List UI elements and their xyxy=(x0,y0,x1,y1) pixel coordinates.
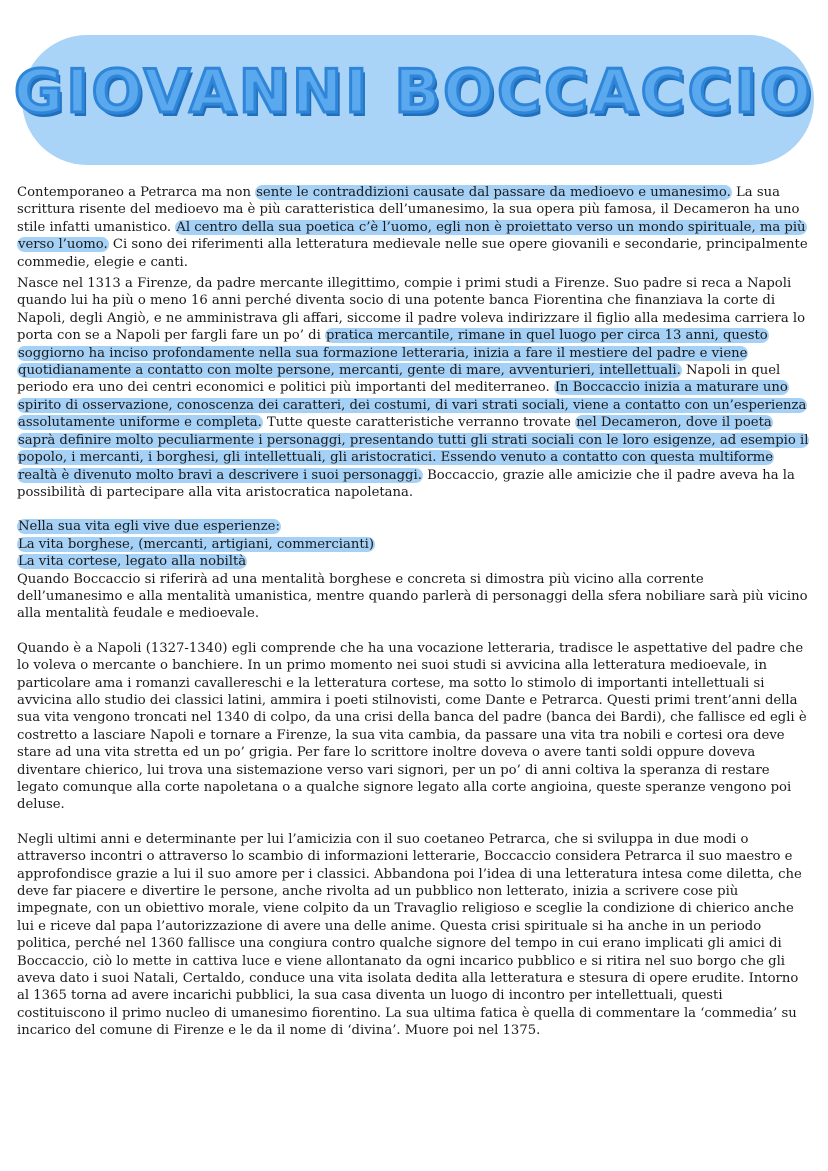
text-run: Nasce nel 1313 a Firenze, da padre mercante illegittimo, compie i primi studi a Firenze. Suo padre si reca a Napoli quando lui ha più o meno 16 anni perché diventa socio di una potente banca Fiorentina che finanziava la corte di Napoli, degli Angiò, e ne amministrava gli affari, siccome il padre voleva indirizzare il figlio alla medesima carriera lo porta con se a Napoli per fargli fare un po’ di xyxy=(17,276,806,344)
paragraph-later-years: Negli ultimi anni e determinante per lui l’amicizia con il suo coetaneo Petrarca, che si sviluppa in due modi o attraverso incontri o attraverso lo scambio di informazioni letterarie, Boccaccio considera Petrarca il suo maestro e approfondisce grazie a lui il suo amore per i classici. Abbandona poi l’idea di una letteratura intesa come diletta, che deve far piacere e divertire le persone, anche rivolta ad un pubblico non letterato, inizia a scrivere cose più impegnate, con un obiettivo morale, viene colpito da un Travaglio religioso e sceglie la condizione di chierico anche lui e riceve dal papa l’autorizzazione di avere una delle anime. Questa crisi spirituale si ha anche in un periodo politica, perché nel 1360 fallisce una congiura contro qualche signore del tempo in cui erano implicati gli amici di Boccaccio, ciò lo mette in cattiva luce e viene allontanato da ogni incarico pubblico e si ritira nel suo borgo che gli aveva dato i suoi Natali, Certaldo, conduce una vita isolata dedita alla letteratura e stesura di opere erudite. Intorno al 1365 torna ad avere incarichi pubblici, la sua casa diventa un luogo di incontro per intellettuali, questi costituiscono il primo nucleo di umanesimo fiorentino. La sua ultima fatica è quella di commentare la ‘commedia’ su incarico del comune di Firenze e le da il nome di ‘divina’. Muore poi nel 1375. xyxy=(17,831,802,1039)
highlight: La vita borghese, (mercanti, artigiani, commercianti) xyxy=(18,536,374,552)
paragraph-mentality: Quando Boccaccio si riferirà ad una mentalità borghese e concreta si dimostra più vicino alla corrente dell’umanesimo e alla mentalità umanistica, mentre quando parlerà di personaggi della sfera nobiliare sarà più vicino alla mentalità feudale e medioevale. xyxy=(17,571,808,622)
highlight: Nella sua vita egli vive due esperienze: xyxy=(18,519,280,535)
text-run: Tutte queste caratteristiche verranno trovate xyxy=(262,415,576,431)
highlight: Al centro della sua poetica c’è l’uomo, egli non è proiettato verso un mondo spirituale, ma più verso l’uomo. xyxy=(18,219,806,253)
highlight: sente le contraddizioni causate dal passare da medioevo e umanesimo. xyxy=(256,185,731,200)
highlight: La vita cortese, legato alla nobiltà xyxy=(18,554,247,570)
experience-item-2 xyxy=(17,553,813,570)
text-run: Ci sono dei riferimenti alla letteratura medievale nelle sue opere giovanili e secondarie, principalmente commedie, elegie e canti. xyxy=(17,237,808,270)
text-run: Napoli in quel periodo era uno dei centri economici e politici più importanti del mediterraneo. xyxy=(17,363,781,396)
experiences-intro xyxy=(17,518,813,535)
text-run: La sua scrittura risente del medioevo ma è più caratteristica dell’umanesimo, la sua opera più famosa, il Decameron ha uno stile infatti umanistico. xyxy=(17,185,800,235)
document-body xyxy=(17,184,813,1040)
highlight: nel Decameron, dove il poeta saprà definire molto peculiarmente i personaggi, presentando tutti gli strati sociali con le loro esigenze, ad esempio il popolo, i mercanti, i borghesi, gli intellettuali, gli aristocratici. Essendo venuto a contatto con questa multiforme realtà è divenuto molto bravi a descrivere i suoi personaggi. xyxy=(18,415,809,483)
text-run: Boccaccio, grazie alle amicizie che il padre aveva ha la possibilità di partecipare alla vita aristocratica napoletana. xyxy=(17,467,795,500)
paragraph-napoli: Quando è a Napoli (1327-1340) egli comprende che ha una vocazione letteraria, tradisce le aspettative del padre che lo voleva o mercante o banchiere. In un primo momento nei suoi studi si avvicina alla letteratura medioevale, in particolare ama i romanzi cavallereschi e la letteratura cortese, ma sotto lo stimolo di importanti intellettuali si avvicina allo studio dei classici latini, ammira i poeti stilnovisti, come Dante e Petrarca. Questi primi trent’anni della sua vita vengono troncati nel 1340 di colpo, da una crisi della banca del padre (banca dei Bardi), che fallisce ed egli è costretto a lasciare Napoli e tornare a Firenze, la sua vita cambia, da passare una vita tra nobili e cortesi ora deve stare ad una vita stretta ed un po’ grigia. Per fare lo scrittore inoltre doveva o avere tanti soldi oppure doveva diventare chierico, lui trova una sistemazione verso vari signori, per un po’ di anni coltiva la speranza di restare legato comunque alla corte napoletana o a qualche signore legato alla corte angioina, queste speranze vengono poi deluse. xyxy=(17,640,807,813)
highlight: In Boccaccio inizia a maturare uno spirito di osservazione, conoscenza dei caratteri, dei costumi, di vari strati sociali, viene a contatto con un’esperienza assolutamente uniforme e completa. xyxy=(18,380,807,431)
experience-item-1 xyxy=(17,536,813,553)
paragraph-biography xyxy=(17,275,813,501)
page-title: GIOVANNI BOCCACCIO xyxy=(13,57,815,127)
highlight: pratica mercantile, rimane in quel luogo per circa 13 anni, questo soggiorno ha inciso profondamente nella sua formazione letteraria, inizia a fare il mestiere del padre e viene quotidianamente a contatto con molte persone, mercanti, gente di mare, avventurieri, intellettuali. xyxy=(18,328,768,379)
paragraph-intro xyxy=(17,184,813,271)
text-run: Contemporaneo a Petrarca ma non xyxy=(17,185,256,200)
